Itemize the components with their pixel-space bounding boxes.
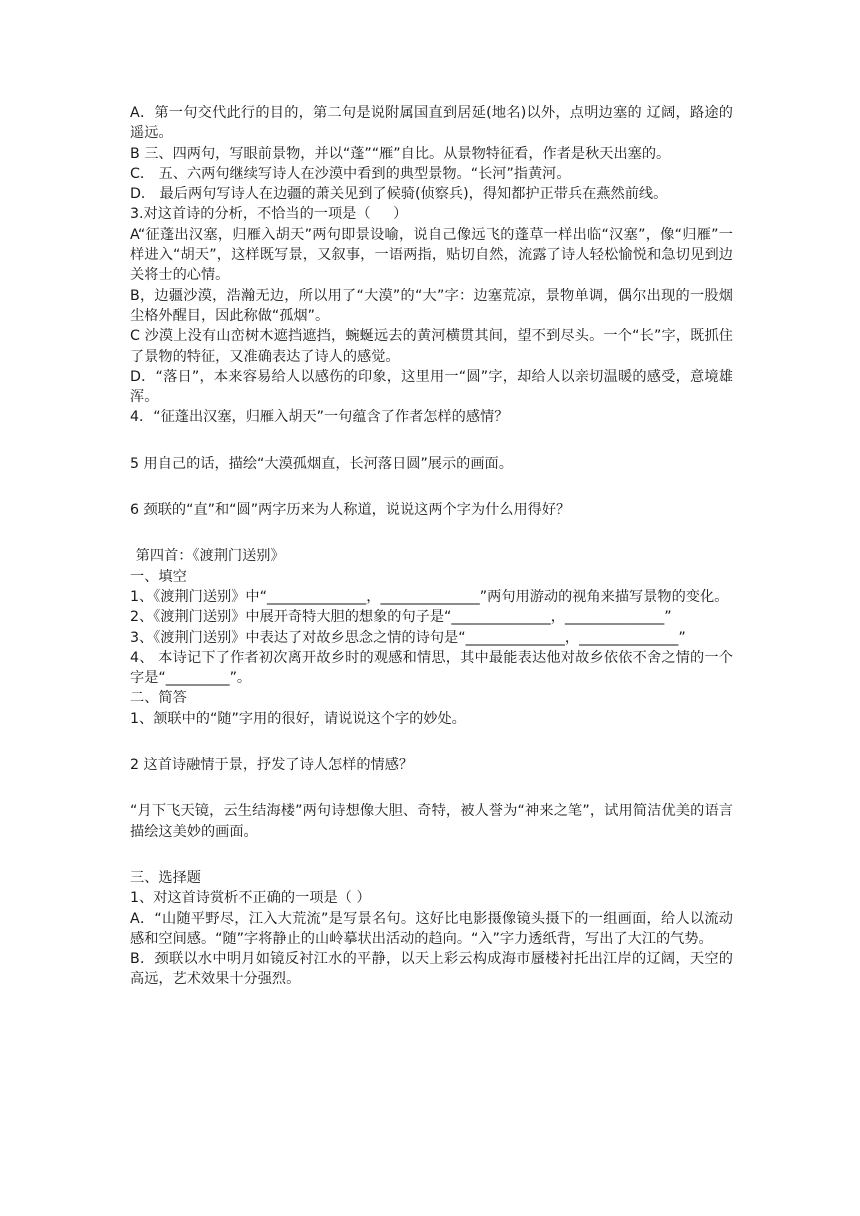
paragraph: B 三、四两句，写眼前景物，并以“蓬”“雁”自比。从景物特征看，作者是秋天出塞的。: [130, 145, 671, 162]
paragraph: 2 这首诗融情于景，抒发了诗人怎样的情感？: [130, 757, 414, 774]
blank-line: [130, 842, 733, 868]
paragraph: 第四首：《渡荆门送别》: [135, 548, 285, 565]
blank-line: [130, 729, 733, 755]
paragraph: 3、《渡荆门送别》中表达了对故乡思念之情的诗句是“______________，______________”: [130, 629, 686, 646]
paragraph: 4、 本诗记下了作者初次离开故乡时的观感和情思，其中最能表达他对故乡依依不舍之情的一个字是“_________”。: [130, 649, 733, 687]
paragraph: D．“落日”，本来容易给人以感伤的印象，这里用一“圆”字，却给人以亲切温暖的感受，意境雄浑。: [130, 368, 733, 406]
paragraph: 3.对这首诗的分析，不恰当的一项是（ ）: [130, 206, 408, 223]
blank-line: [130, 775, 733, 801]
paragraph: 2、《渡荆门送别》中展开奇特大胆的想象的句子是“______________，______________”: [130, 609, 672, 626]
blank-line: [130, 428, 733, 454]
paragraph: D． 最后两句写诗人在边疆的萧关见到了候骑(侦察兵)，得知都护正带兵在燕然前线。: [130, 186, 668, 203]
paragraph: 6 颈联的“直”和“圆”两字历来为人称道，说说这两个字为什么用得好？: [130, 502, 571, 519]
paragraph: “月下飞天镜，云生结海楼”两句诗想像大胆、奇特，被人誉为“神来之笔”，试用简洁优美的语言描绘这美妙的画面。: [130, 803, 733, 840]
paragraph: A“征蓬出汉塞，归雁入胡天”两句即景设喻，说自己像远飞的蓬草一样出临“汉塞”，像“归雁”一样进入“胡天”，这样既写景，又叙事，一语两指，贴切自然，流露了诗人轻松愉悦和急切见到边关将士的心情。: [130, 226, 733, 284]
paragraph: 1、《渡荆门送别》中“______________，______________”两句用游动的视角来描写景物的变化。: [130, 588, 729, 605]
paragraph: A．“山随平野尽，江入大荒流”是写景名句。这好比电影摄像镜头摄下的一组画面，给人以流动感和空间感。“随”字将静止的山岭摹状出活动的趋向。“入”字力透纸背，写出了大江的气势。: [130, 910, 733, 947]
paragraph: 4．“征蓬出汉塞，归雁入胡天”一句蕴含了作者怎样的感情？: [130, 409, 509, 426]
paragraph: 二、简答: [130, 690, 187, 707]
paragraph: B，边疆沙漠，浩瀚无边，所以用了“大漠”的“大”字：边塞荒凉，景物单调，偶尔出现的一股烟尘格外醒目，因此称做“孤烟”。: [130, 287, 733, 324]
document-body: [130, 103, 733, 990]
paragraph: 5 用自己的话，描绘“大漠孤烟直，长河落日圆”展示的画面。: [130, 455, 513, 472]
paragraph: 三、选择题: [130, 869, 201, 886]
paragraph: 1、对这首诗赏析不正确的一项是（ ）: [130, 890, 371, 907]
paragraph: C． 五、六两句继续写诗人在沙漠中看到的典型景物。“长河”指黄河。: [130, 165, 571, 182]
paragraph: C 沙漠上没有山峦树木遮挡遮挡，蜿蜒远去的黄河横贯其间，望不到尽头。一个“长”字，既抓住了景物的特征，又准确表达了诗人的感觉。: [130, 328, 733, 365]
paragraph: 1、颔联中的“随”字用的很好，请说说这个字的妙处。: [130, 710, 466, 727]
blank-line: [130, 474, 733, 500]
paragraph: 一、填空: [130, 568, 187, 585]
blank-line: [130, 520, 733, 546]
paragraph: B．颈联以水中明月如镜反衬江水的平静，以天上彩云构成海市蜃楼衬托出江岸的辽阔，天空的高远，艺术效果十分强烈。: [130, 951, 733, 988]
paragraph: A．第一句交代此行的目的，第二句是说附属国直到居延(地名)以外，点明边塞的 辽阔，路途的遥远。: [130, 105, 733, 142]
